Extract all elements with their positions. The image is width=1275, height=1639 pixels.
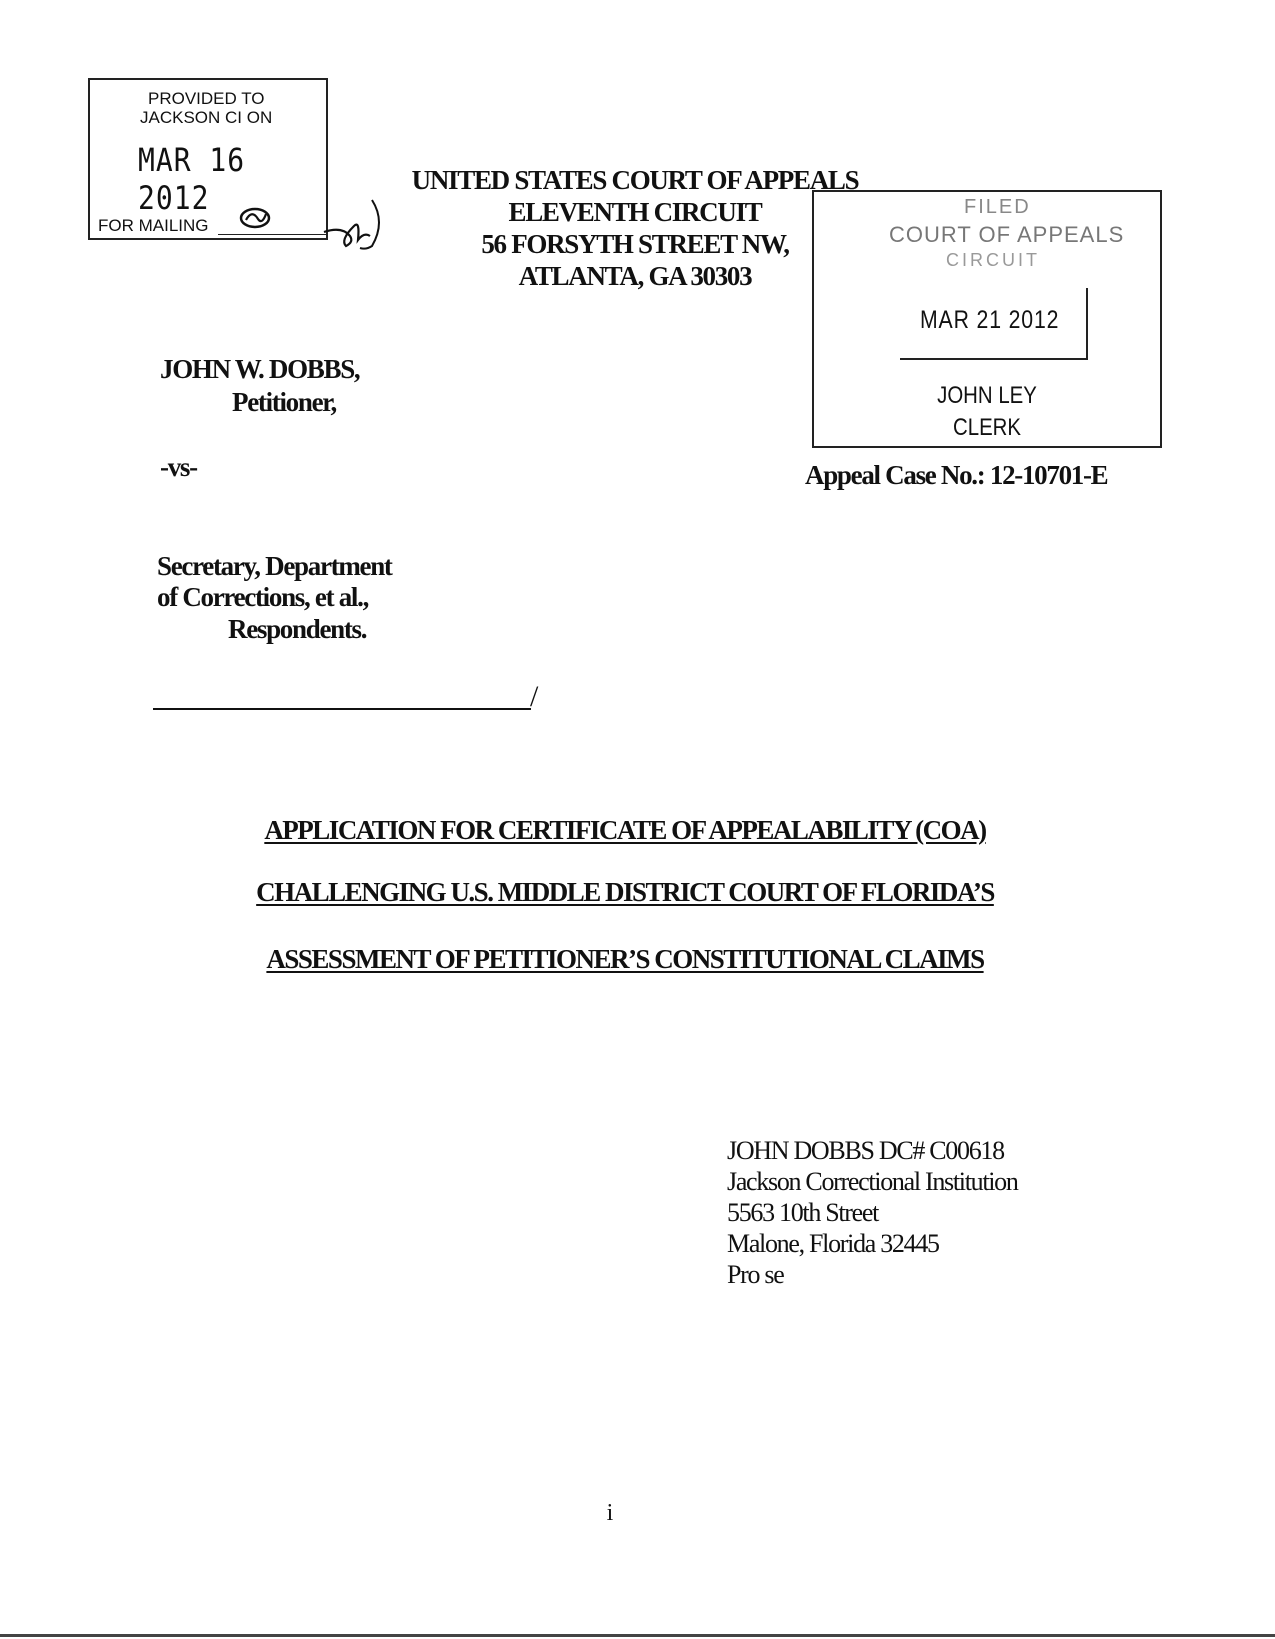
handwritten-signature-icon: [320, 196, 390, 254]
respondent-line1: Secretary, Department: [157, 551, 392, 581]
document-title-line1: APPLICATION FOR CERTIFICATE OF APPEALABILITY (COA): [264, 815, 986, 845]
caption-separator-line: [153, 708, 531, 710]
address-line1: JOHN DOBBS DC# C00618: [727, 1136, 1004, 1165]
document-title-line2: CHALLENGING U.S. MIDDLE DISTRICT COURT OF FLORIDA’S: [256, 877, 994, 907]
filed-stamp: [812, 190, 1162, 448]
filed-stamp-faint-line2: COURT OF APPEALS: [889, 222, 1125, 247]
address-line3: 5563 10th Street: [727, 1198, 879, 1227]
petitioner-name: JOHN W. DOBBS,: [160, 354, 360, 384]
mailing-stamp-line2: JACKSON CI ON: [140, 108, 273, 127]
filed-stamp-clerk-title: CLERK: [952, 414, 1022, 441]
appeal-case-number: Appeal Case No.: 12-10701-E: [805, 460, 1108, 490]
court-city: ATLANTA, GA 30303: [518, 261, 752, 291]
respondent-line2: of Corrections, et al.,: [157, 582, 369, 612]
court-header: [400, 164, 870, 292]
petitioner-role: Petitioner,: [232, 387, 336, 417]
address-line2: Jackson Correctional Institution: [727, 1167, 1018, 1196]
scan-bottom-edge: [0, 1634, 1275, 1637]
mailing-stamp-line1: PROVIDED TO: [148, 89, 265, 108]
petitioner-address: [727, 1135, 1018, 1290]
filed-stamp-clerk-name: JOHN LEY: [937, 382, 1037, 409]
court-name: UNITED STATES COURT OF APPEALS: [411, 165, 859, 195]
court-street: 56 FORSYTH STREET NW,: [481, 229, 789, 259]
respondent-role: Respondents.: [228, 614, 367, 644]
initials-mark-icon: [238, 205, 272, 231]
versus-label: -vs-: [160, 452, 197, 482]
filed-stamp-date: MAR 21 2012: [920, 306, 1060, 334]
mailing-stamp-date: MAR 16 2012: [138, 141, 246, 217]
mailing-stamp: [88, 78, 328, 240]
page-number: i: [606, 1500, 614, 1526]
filed-stamp-faint-line3: CIRCUIT: [946, 250, 1040, 270]
caption-separator-slash: /: [530, 680, 539, 713]
address-line5: Pro se: [727, 1260, 784, 1289]
document-title-line3: ASSESSMENT OF PETITIONER’S CONSTITUTIONAL CLAIMS: [266, 944, 984, 974]
mailing-stamp-for-mailing: FOR MAILING: [98, 216, 209, 235]
filed-stamp-faint-line1: FILED: [964, 196, 1031, 218]
court-circuit: ELEVENTH CIRCUIT: [508, 197, 762, 227]
mailing-stamp-signature-line: [218, 234, 328, 235]
address-line4: Malone, Florida 32445: [727, 1229, 939, 1258]
